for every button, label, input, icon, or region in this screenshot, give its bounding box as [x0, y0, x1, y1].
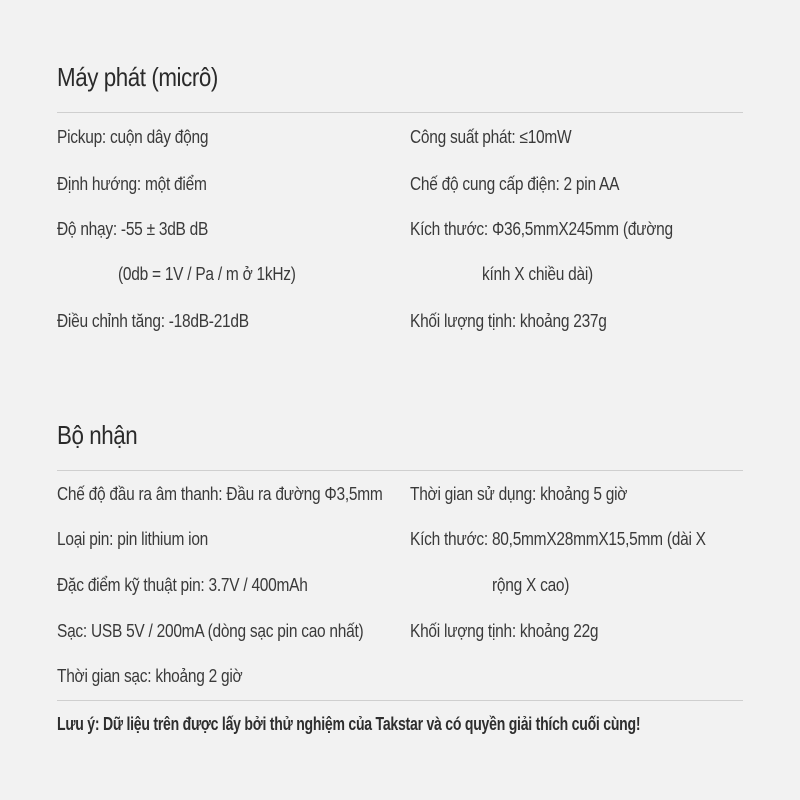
receiver-title: Bộ nhận	[57, 420, 138, 450]
spec-charging-time: Thời gian sạc: khoảng 2 giờ	[57, 666, 243, 686]
spec-directivity: Định hướng: một điểm	[57, 174, 207, 194]
spec-gain-adjustment: Điều chỉnh tăng: -18dB-21dB	[57, 311, 249, 331]
spec-pickup: Pickup: cuộn dây động	[57, 127, 209, 147]
spec-receiver-dimensions: Kích thước: 80,5mmX28mmX15,5mm (dài X	[410, 529, 706, 549]
spec-net-weight: Khối lượng tịnh: khoảng 237g	[410, 311, 607, 331]
transmitter-title: Máy phát (micrô)	[57, 62, 218, 92]
spec-charging: Sạc: USB 5V / 200mA (dòng sạc pin cao nhất)	[57, 621, 364, 641]
spec-sensitivity: Độ nhạy: -55 ± 3dB dB	[57, 219, 209, 239]
receiver-divider	[57, 470, 743, 471]
spec-receiver-dimensions-continued: rộng X cao)	[492, 575, 570, 595]
spec-battery-type: Loại pin: pin lithium ion	[57, 529, 209, 549]
spec-dimensions-continued: kính X chiều dài)	[482, 264, 593, 284]
spec-receiver-net-weight: Khối lượng tịnh: khoảng 22g	[410, 621, 599, 641]
disclaimer-note: Lưu ý: Dữ liệu trên được lấy bởi thử nghiệm của Takstar và có quyền giải thích cuối cùng!	[57, 714, 641, 734]
spec-usage-time: Thời gian sử dụng: khoảng 5 giờ	[410, 484, 628, 504]
transmitter-divider	[57, 112, 743, 113]
note-divider	[57, 700, 743, 701]
spec-battery-spec: Đặc điểm kỹ thuật pin: 3.7V / 400mAh	[57, 575, 308, 595]
spec-audio-output: Chế độ đầu ra âm thanh: Đầu ra đường Φ3,5mm	[57, 484, 383, 504]
spec-dimensions: Kích thước: Φ36,5mmX245mm (đường	[410, 219, 673, 239]
spec-power-supply: Chế độ cung cấp điện: 2 pin AA	[410, 174, 620, 194]
spec-transmit-power: Công suất phát: ≤10mW	[410, 127, 572, 147]
spec-sensitivity-reference: (0db = 1V / Pa / m ở 1kHz)	[118, 264, 296, 284]
